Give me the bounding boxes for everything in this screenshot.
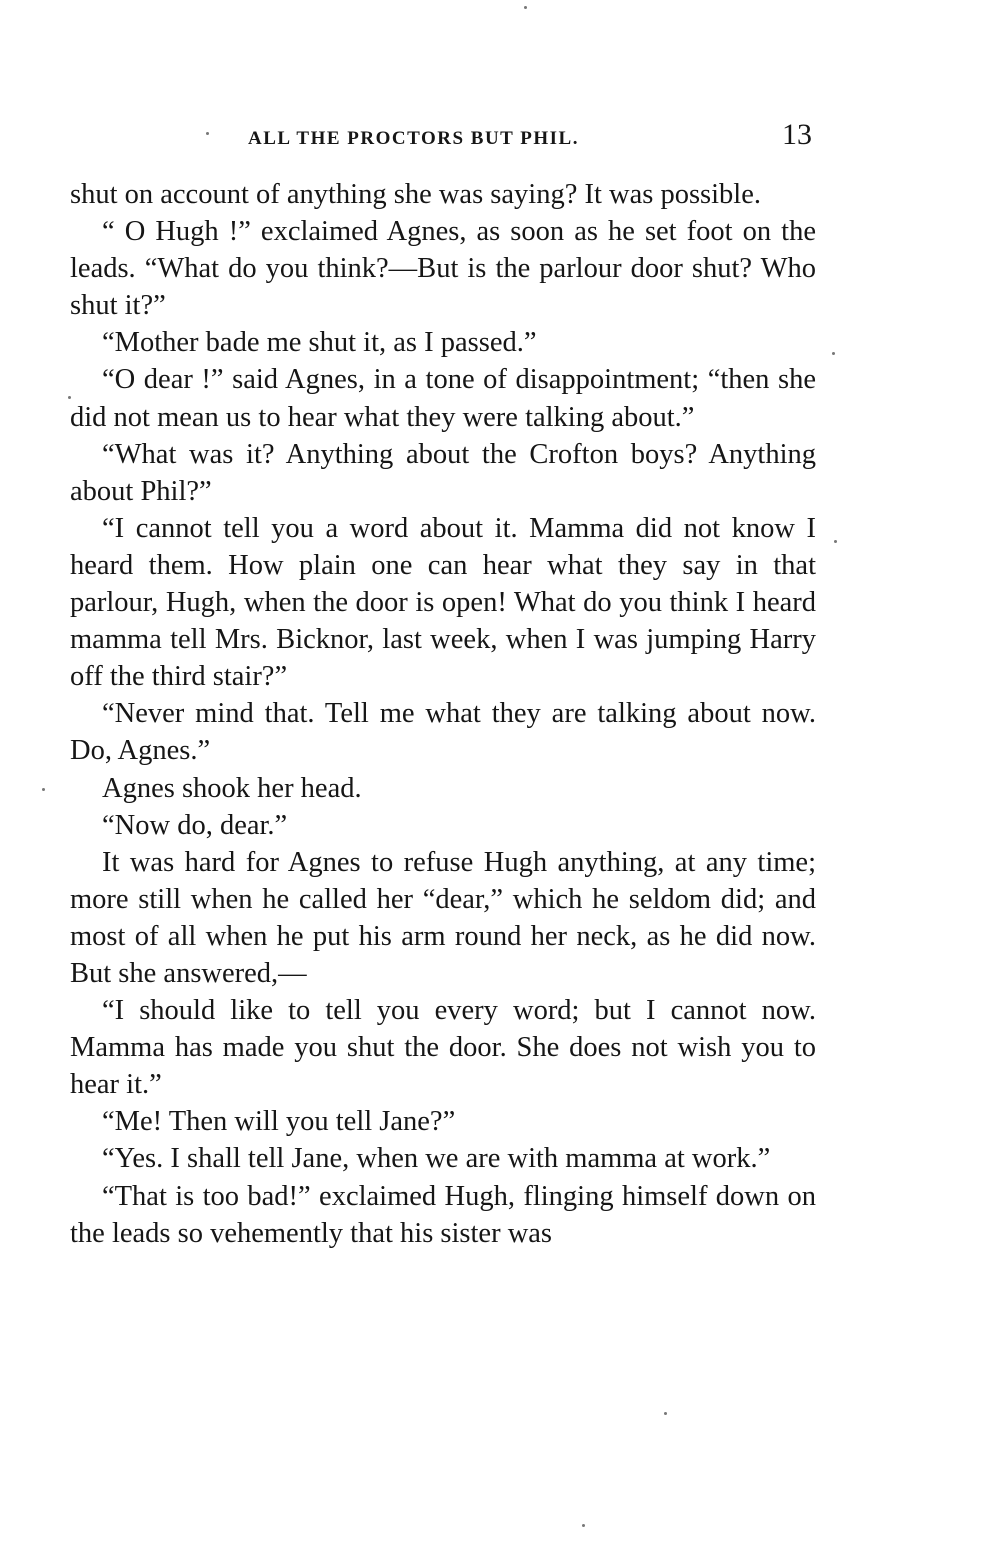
print-speck (832, 352, 835, 355)
paragraph: “That is too bad!” exclaimed Hugh, flinging himself down on the leads so vehemently that his sister was (70, 1180, 816, 1249)
paragraph: shut on account of anything she was saying? It was possible. (70, 179, 761, 210)
paragraph: “Yes. I shall tell Jane, when we are with mamma at work.” (102, 1143, 771, 1175)
page-number: 13 (782, 118, 812, 151)
running-head: ALL THE PROCTORS BUT PHIL. (248, 128, 579, 149)
paragraph: “ O Hugh !” exclaimed Agnes, as soon as he set foot on the leads. “What do you think?—But is the parlour door shut? Who shut it?” (70, 216, 816, 322)
paragraph: “Me! Then will you tell Jane?” (102, 1106, 456, 1138)
paragraph: “Mother bade me shut it, as I passed.” (102, 327, 537, 359)
paragraph: “I should like to tell you every word; but I cannot now. Mamma has made you shut the door. She does not wish you to hear it.” (70, 995, 816, 1101)
print-speck (68, 396, 71, 399)
paragraph: Agnes shook her head. (102, 772, 362, 804)
paragraph: “What was it? Anything about the Crofton boys? Anything about Phil?” (70, 438, 816, 507)
print-speck (582, 1524, 585, 1527)
print-speck (206, 132, 209, 135)
print-speck (42, 788, 45, 791)
print-speck (834, 540, 837, 543)
print-speck (524, 6, 527, 9)
print-speck (664, 1412, 667, 1415)
paragraph: “I cannot tell you a word about it. Mamma did not know I heard them. How plain one can hear what they say in that parlour, Hugh, when the door is open! What do you think I heard mamma tell Mrs. Bicknor, last week, when I was jumping Harry off the third stair?” (70, 512, 816, 693)
paragraph: “Now do, dear.” (102, 809, 288, 841)
paragraph: It was hard for Agnes to refuse Hugh anything, at any time; more still when he called her “dear,” which he seldom did; and most of all when he put his arm round her neck, as he did now. But she answered,— (70, 846, 816, 989)
paragraph: “Never mind that. Tell me what they are talking about now. Do, Agnes.” (70, 698, 816, 767)
body-text (70, 176, 816, 1252)
paragraph: “O dear !” said Agnes, in a tone of disappointment; “then she did not mean us to hear what they were talking about.” (70, 364, 816, 433)
